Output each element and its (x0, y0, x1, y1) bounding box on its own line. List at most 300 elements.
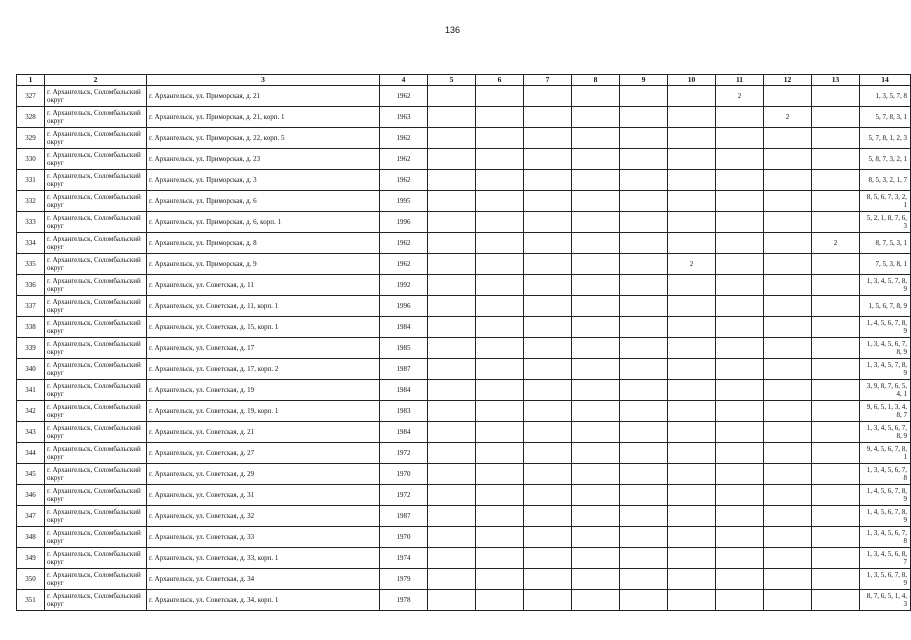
year-cell: 1996 (380, 296, 428, 317)
codes-cell: 8, 5, 6, 7, 3, 2, 1 (860, 191, 911, 212)
cell-col-12 (764, 275, 812, 296)
cell-col-5 (428, 548, 476, 569)
cell-col-8 (572, 149, 620, 170)
year-cell: 1970 (380, 464, 428, 485)
table-row (17, 485, 911, 506)
codes-cell: 1, 4, 5, 6, 7, 8, 9 (860, 485, 911, 506)
cell-col-10 (668, 548, 716, 569)
cell-col-9 (620, 422, 668, 443)
cell-col-9 (620, 233, 668, 254)
district-cell: г. Архангельск, Соломбальский округ (45, 485, 147, 506)
district-cell: г. Архангельск, Соломбальский округ (45, 527, 147, 548)
cell-col-8 (572, 380, 620, 401)
cell-col-9 (620, 296, 668, 317)
cell-col-12 (764, 212, 812, 233)
row-number-cell: 351 (17, 590, 45, 611)
cell-col-10 (668, 443, 716, 464)
cell-col-8 (572, 275, 620, 296)
cell-col-11 (716, 380, 764, 401)
table-row (17, 590, 911, 611)
cell-col-12 (764, 506, 812, 527)
cell-col-10 (668, 422, 716, 443)
cell-col-6 (476, 590, 524, 611)
address-cell: г. Архангельск, ул. Советская, д. 15, корп. 1 (147, 317, 380, 338)
cell-col-7 (524, 233, 572, 254)
cell-col-11 (716, 128, 764, 149)
cell-col-12 (764, 254, 812, 275)
row-number-cell: 327 (17, 86, 45, 107)
table-body (17, 86, 911, 611)
cell-col-11 (716, 338, 764, 359)
cell-col-13 (812, 191, 860, 212)
codes-cell: 1, 4, 5, 6, 7, 8, 9 (860, 317, 911, 338)
cell-col-7 (524, 443, 572, 464)
cell-col-9 (620, 191, 668, 212)
row-number-cell: 348 (17, 527, 45, 548)
codes-cell: 3, 9, 8, 7, 6, 5, 4, 1 (860, 380, 911, 401)
cell-col-7 (524, 527, 572, 548)
cell-col-8 (572, 422, 620, 443)
cell-col-6 (476, 359, 524, 380)
codes-cell: 5, 8, 7, 3, 2, 1 (860, 149, 911, 170)
cell-col-13 (812, 359, 860, 380)
cell-col-11 (716, 170, 764, 191)
cell-col-10 (668, 464, 716, 485)
year-cell: 1962 (380, 128, 428, 149)
cell-col-12 (764, 359, 812, 380)
cell-col-5 (428, 170, 476, 191)
cell-col-10 (668, 590, 716, 611)
cell-col-11 (716, 233, 764, 254)
cell-col-6 (476, 527, 524, 548)
year-cell: 1962 (380, 86, 428, 107)
cell-col-10 (668, 296, 716, 317)
address-cell: г. Архангельск, ул. Советская, д. 17, корп. 2 (147, 359, 380, 380)
table-row (17, 464, 911, 485)
cell-col-7 (524, 422, 572, 443)
year-cell: 1978 (380, 590, 428, 611)
cell-col-9 (620, 548, 668, 569)
cell-col-9 (620, 401, 668, 422)
address-cell: г. Архангельск, ул. Приморская, д. 21, корп. 1 (147, 107, 380, 128)
column-header-11: 11 (716, 75, 764, 86)
cell-col-8 (572, 296, 620, 317)
district-cell: г. Архангельск, Соломбальский округ (45, 149, 147, 170)
year-cell: 1962 (380, 170, 428, 191)
codes-cell: 1, 3, 4, 5, 7, 8, 9 (860, 275, 911, 296)
table-row (17, 107, 911, 128)
address-cell: г. Архангельск, ул. Приморская, д. 6, корп. 1 (147, 212, 380, 233)
cell-col-13 (812, 401, 860, 422)
year-cell: 1983 (380, 401, 428, 422)
year-cell: 1987 (380, 359, 428, 380)
district-cell: г. Архангельск, Соломбальский округ (45, 443, 147, 464)
cell-col-5 (428, 128, 476, 149)
cell-col-13 (812, 443, 860, 464)
cell-col-10 (668, 275, 716, 296)
cell-col-12 (764, 590, 812, 611)
table-row (17, 527, 911, 548)
cell-col-8 (572, 569, 620, 590)
cell-col-6 (476, 443, 524, 464)
cell-col-6 (476, 506, 524, 527)
row-number-cell: 343 (17, 422, 45, 443)
address-cell: г. Архангельск, ул. Приморская, д. 9 (147, 254, 380, 275)
cell-col-8 (572, 86, 620, 107)
cell-col-7 (524, 506, 572, 527)
cell-col-7 (524, 380, 572, 401)
column-header-4: 4 (380, 75, 428, 86)
cell-col-13 (812, 569, 860, 590)
cell-col-13 (812, 527, 860, 548)
cell-col-9 (620, 506, 668, 527)
codes-cell: 1, 3, 4, 5, 6, 7, 8, 9 (860, 422, 911, 443)
district-cell: г. Архангельск, Соломбальский округ (45, 590, 147, 611)
district-cell: г. Архангельск, Соломбальский округ (45, 296, 147, 317)
cell-col-11 (716, 443, 764, 464)
row-number-cell: 342 (17, 401, 45, 422)
cell-col-11 (716, 401, 764, 422)
cell-col-13: 2 (812, 233, 860, 254)
cell-col-13 (812, 128, 860, 149)
cell-col-13 (812, 170, 860, 191)
address-cell: г. Архангельск, ул. Советская, д. 33 (147, 527, 380, 548)
cell-col-11 (716, 506, 764, 527)
table-row (17, 212, 911, 233)
cell-col-11 (716, 317, 764, 338)
year-cell: 1962 (380, 254, 428, 275)
row-number-cell: 331 (17, 170, 45, 191)
cell-col-6 (476, 317, 524, 338)
cell-col-8 (572, 548, 620, 569)
cell-col-10 (668, 380, 716, 401)
cell-col-12 (764, 296, 812, 317)
cell-col-12 (764, 170, 812, 191)
column-header-6: 6 (476, 75, 524, 86)
year-cell: 1987 (380, 506, 428, 527)
column-header-5: 5 (428, 75, 476, 86)
cell-col-8 (572, 338, 620, 359)
cell-col-10 (668, 86, 716, 107)
cell-col-11 (716, 548, 764, 569)
cell-col-11 (716, 422, 764, 443)
table-row (17, 569, 911, 590)
header-row (17, 75, 911, 86)
cell-col-12 (764, 569, 812, 590)
cell-col-6 (476, 422, 524, 443)
year-cell: 1962 (380, 149, 428, 170)
year-cell: 1970 (380, 527, 428, 548)
cell-col-6 (476, 296, 524, 317)
cell-col-6 (476, 107, 524, 128)
year-cell: 1962 (380, 233, 428, 254)
cell-col-8 (572, 128, 620, 149)
row-number-cell: 330 (17, 149, 45, 170)
codes-cell: 1, 3, 4, 5, 6, 7, 8, 9 (860, 338, 911, 359)
column-header-14: 14 (860, 75, 911, 86)
cell-col-9 (620, 107, 668, 128)
cell-col-8 (572, 485, 620, 506)
cell-col-10 (668, 212, 716, 233)
cell-col-5 (428, 191, 476, 212)
year-cell: 1985 (380, 338, 428, 359)
row-number-cell: 350 (17, 569, 45, 590)
address-cell: г. Архангельск, ул. Приморская, д. 23 (147, 149, 380, 170)
cell-col-10: 2 (668, 254, 716, 275)
table-row (17, 149, 911, 170)
row-number-cell: 338 (17, 317, 45, 338)
cell-col-12 (764, 464, 812, 485)
cell-col-5 (428, 422, 476, 443)
cell-col-9 (620, 86, 668, 107)
cell-col-9 (620, 254, 668, 275)
page-number: 136 (444, 25, 461, 35)
cell-col-12 (764, 443, 812, 464)
cell-col-10 (668, 401, 716, 422)
cell-col-13 (812, 506, 860, 527)
row-number-cell: 345 (17, 464, 45, 485)
address-cell: г. Архангельск, ул. Приморская, д. 6 (147, 191, 380, 212)
row-number-cell: 337 (17, 296, 45, 317)
cell-col-7 (524, 86, 572, 107)
address-cell: г. Архангельск, ул. Советская, д. 11 (147, 275, 380, 296)
cell-col-10 (668, 233, 716, 254)
cell-col-13 (812, 590, 860, 611)
cell-col-6 (476, 233, 524, 254)
cell-col-7 (524, 590, 572, 611)
cell-col-5 (428, 86, 476, 107)
cell-col-10 (668, 107, 716, 128)
address-cell: г. Архангельск, ул. Приморская, д. 21 (147, 86, 380, 107)
cell-col-6 (476, 86, 524, 107)
year-cell: 1972 (380, 485, 428, 506)
cell-col-13 (812, 380, 860, 401)
cell-col-9 (620, 212, 668, 233)
table-row (17, 86, 911, 107)
cell-col-6 (476, 464, 524, 485)
address-cell: г. Архангельск, ул. Советская, д. 21 (147, 422, 380, 443)
address-cell: г. Архангельск, ул. Советская, д. 11, корп. 1 (147, 296, 380, 317)
cell-col-8 (572, 170, 620, 191)
cell-col-11 (716, 254, 764, 275)
cell-col-8 (572, 443, 620, 464)
table-row (17, 317, 911, 338)
year-cell: 1972 (380, 443, 428, 464)
cell-col-12 (764, 149, 812, 170)
cell-col-11 (716, 212, 764, 233)
cell-col-5 (428, 590, 476, 611)
cell-col-7 (524, 170, 572, 191)
cell-col-13 (812, 422, 860, 443)
cell-col-6 (476, 212, 524, 233)
cell-col-12 (764, 86, 812, 107)
address-cell: г. Архангельск, ул. Советская, д. 31 (147, 485, 380, 506)
cell-col-5 (428, 275, 476, 296)
row-number-cell: 333 (17, 212, 45, 233)
address-cell: г. Архангельск, ул. Советская, д. 32 (147, 506, 380, 527)
cell-col-9 (620, 380, 668, 401)
cell-col-5 (428, 569, 476, 590)
cell-col-12: 2 (764, 107, 812, 128)
address-cell: г. Архангельск, ул. Советская, д. 17 (147, 338, 380, 359)
cell-col-9 (620, 338, 668, 359)
year-cell: 1974 (380, 548, 428, 569)
address-cell: г. Архангельск, ул. Советская, д. 27 (147, 443, 380, 464)
cell-col-7 (524, 359, 572, 380)
cell-col-11 (716, 275, 764, 296)
table-row (17, 380, 911, 401)
address-cell: г. Архангельск, ул. Советская, д. 19 (147, 380, 380, 401)
register-table (16, 74, 911, 611)
cell-col-12 (764, 233, 812, 254)
cell-col-13 (812, 317, 860, 338)
table-row (17, 191, 911, 212)
district-cell: г. Архангельск, Соломбальский округ (45, 191, 147, 212)
codes-cell: 1, 3, 5, 6, 7, 8, 9 (860, 569, 911, 590)
cell-col-10 (668, 128, 716, 149)
cell-col-13 (812, 338, 860, 359)
cell-col-5 (428, 464, 476, 485)
cell-col-6 (476, 380, 524, 401)
year-cell: 1984 (380, 422, 428, 443)
cell-col-11 (716, 527, 764, 548)
column-header-2: 2 (45, 75, 147, 86)
codes-cell: 1, 3, 5, 7, 8 (860, 86, 911, 107)
district-cell: г. Архангельск, Соломбальский округ (45, 380, 147, 401)
cell-col-9 (620, 317, 668, 338)
cell-col-9 (620, 359, 668, 380)
codes-cell: 1, 4, 5, 6, 7, 8, 9 (860, 506, 911, 527)
cell-col-6 (476, 191, 524, 212)
address-cell: г. Архангельск, ул. Советская, д. 34 (147, 569, 380, 590)
row-number-cell: 334 (17, 233, 45, 254)
cell-col-5 (428, 485, 476, 506)
cell-col-8 (572, 527, 620, 548)
row-number-cell: 328 (17, 107, 45, 128)
table-row (17, 254, 911, 275)
cell-col-8 (572, 254, 620, 275)
table-row (17, 170, 911, 191)
cell-col-10 (668, 485, 716, 506)
table-row (17, 443, 911, 464)
cell-col-6 (476, 485, 524, 506)
codes-cell: 1, 3, 4, 5, 6, 7, 8 (860, 464, 911, 485)
cell-col-13 (812, 254, 860, 275)
cell-col-8 (572, 464, 620, 485)
district-cell: г. Архангельск, Соломбальский округ (45, 128, 147, 149)
cell-col-13 (812, 296, 860, 317)
cell-col-5 (428, 212, 476, 233)
column-header-7: 7 (524, 75, 572, 86)
row-number-cell: 347 (17, 506, 45, 527)
cell-col-12 (764, 548, 812, 569)
codes-cell: 8, 5, 3, 2, 1, 7 (860, 170, 911, 191)
row-number-cell: 349 (17, 548, 45, 569)
cell-col-9 (620, 464, 668, 485)
table-row (17, 359, 911, 380)
column-header-10: 10 (668, 75, 716, 86)
address-cell: г. Архангельск, ул. Приморская, д. 22, корп. 5 (147, 128, 380, 149)
cell-col-12 (764, 485, 812, 506)
cell-col-12 (764, 380, 812, 401)
row-number-cell: 340 (17, 359, 45, 380)
cell-col-5 (428, 401, 476, 422)
cell-col-12 (764, 338, 812, 359)
cell-col-5 (428, 506, 476, 527)
cell-col-10 (668, 359, 716, 380)
district-cell: г. Архангельск, Соломбальский округ (45, 422, 147, 443)
district-cell: г. Архангельск, Соломбальский округ (45, 338, 147, 359)
cell-col-10 (668, 191, 716, 212)
row-number-cell: 344 (17, 443, 45, 464)
cell-col-6 (476, 128, 524, 149)
cell-col-9 (620, 569, 668, 590)
cell-col-13 (812, 464, 860, 485)
cell-col-12 (764, 317, 812, 338)
table-row (17, 128, 911, 149)
cell-col-9 (620, 275, 668, 296)
cell-col-13 (812, 275, 860, 296)
district-cell: г. Архангельск, Соломбальский округ (45, 359, 147, 380)
cell-col-8 (572, 107, 620, 128)
address-cell: г. Архангельск, ул. Приморская, д. 8 (147, 233, 380, 254)
cell-col-13 (812, 548, 860, 569)
cell-col-5 (428, 443, 476, 464)
cell-col-5 (428, 296, 476, 317)
table-row (17, 275, 911, 296)
address-cell: г. Архангельск, ул. Советская, д. 19, корп. 1 (147, 401, 380, 422)
row-number-cell: 332 (17, 191, 45, 212)
cell-col-6 (476, 401, 524, 422)
row-number-cell: 336 (17, 275, 45, 296)
codes-cell: 1, 5, 6, 7, 8, 9 (860, 296, 911, 317)
codes-cell: 5, 7, 8, 3, 1 (860, 107, 911, 128)
cell-col-11: 2 (716, 86, 764, 107)
codes-cell: 7, 5, 3, 8, 1 (860, 254, 911, 275)
district-cell: г. Архангельск, Соломбальский округ (45, 548, 147, 569)
cell-col-9 (620, 128, 668, 149)
district-cell: г. Архангельск, Соломбальский округ (45, 254, 147, 275)
district-cell: г. Архангельск, Соломбальский округ (45, 212, 147, 233)
cell-col-7 (524, 275, 572, 296)
cell-col-10 (668, 527, 716, 548)
cell-col-12 (764, 128, 812, 149)
year-cell: 1979 (380, 569, 428, 590)
district-cell: г. Архангельск, Соломбальский округ (45, 86, 147, 107)
codes-cell: 9, 4, 5, 6, 7, 8, 1 (860, 443, 911, 464)
cell-col-7 (524, 464, 572, 485)
column-header-9: 9 (620, 75, 668, 86)
cell-col-9 (620, 527, 668, 548)
table-row (17, 422, 911, 443)
district-cell: г. Архангельск, Соломбальский округ (45, 317, 147, 338)
cell-col-7 (524, 254, 572, 275)
codes-cell: 1, 3, 4, 5, 7, 8, 9 (860, 359, 911, 380)
cell-col-9 (620, 485, 668, 506)
cell-col-10 (668, 569, 716, 590)
row-number-cell: 335 (17, 254, 45, 275)
district-cell: г. Архангельск, Соломбальский округ (45, 464, 147, 485)
codes-cell: 8, 7, 5, 3, 1 (860, 233, 911, 254)
cell-col-13 (812, 485, 860, 506)
address-cell: г. Архангельск, ул. Советская, д. 29 (147, 464, 380, 485)
cell-col-10 (668, 506, 716, 527)
cell-col-8 (572, 590, 620, 611)
year-cell: 1996 (380, 212, 428, 233)
table-row (17, 296, 911, 317)
cell-col-11 (716, 590, 764, 611)
codes-cell: 1, 3, 4, 5, 6, 7, 8 (860, 527, 911, 548)
